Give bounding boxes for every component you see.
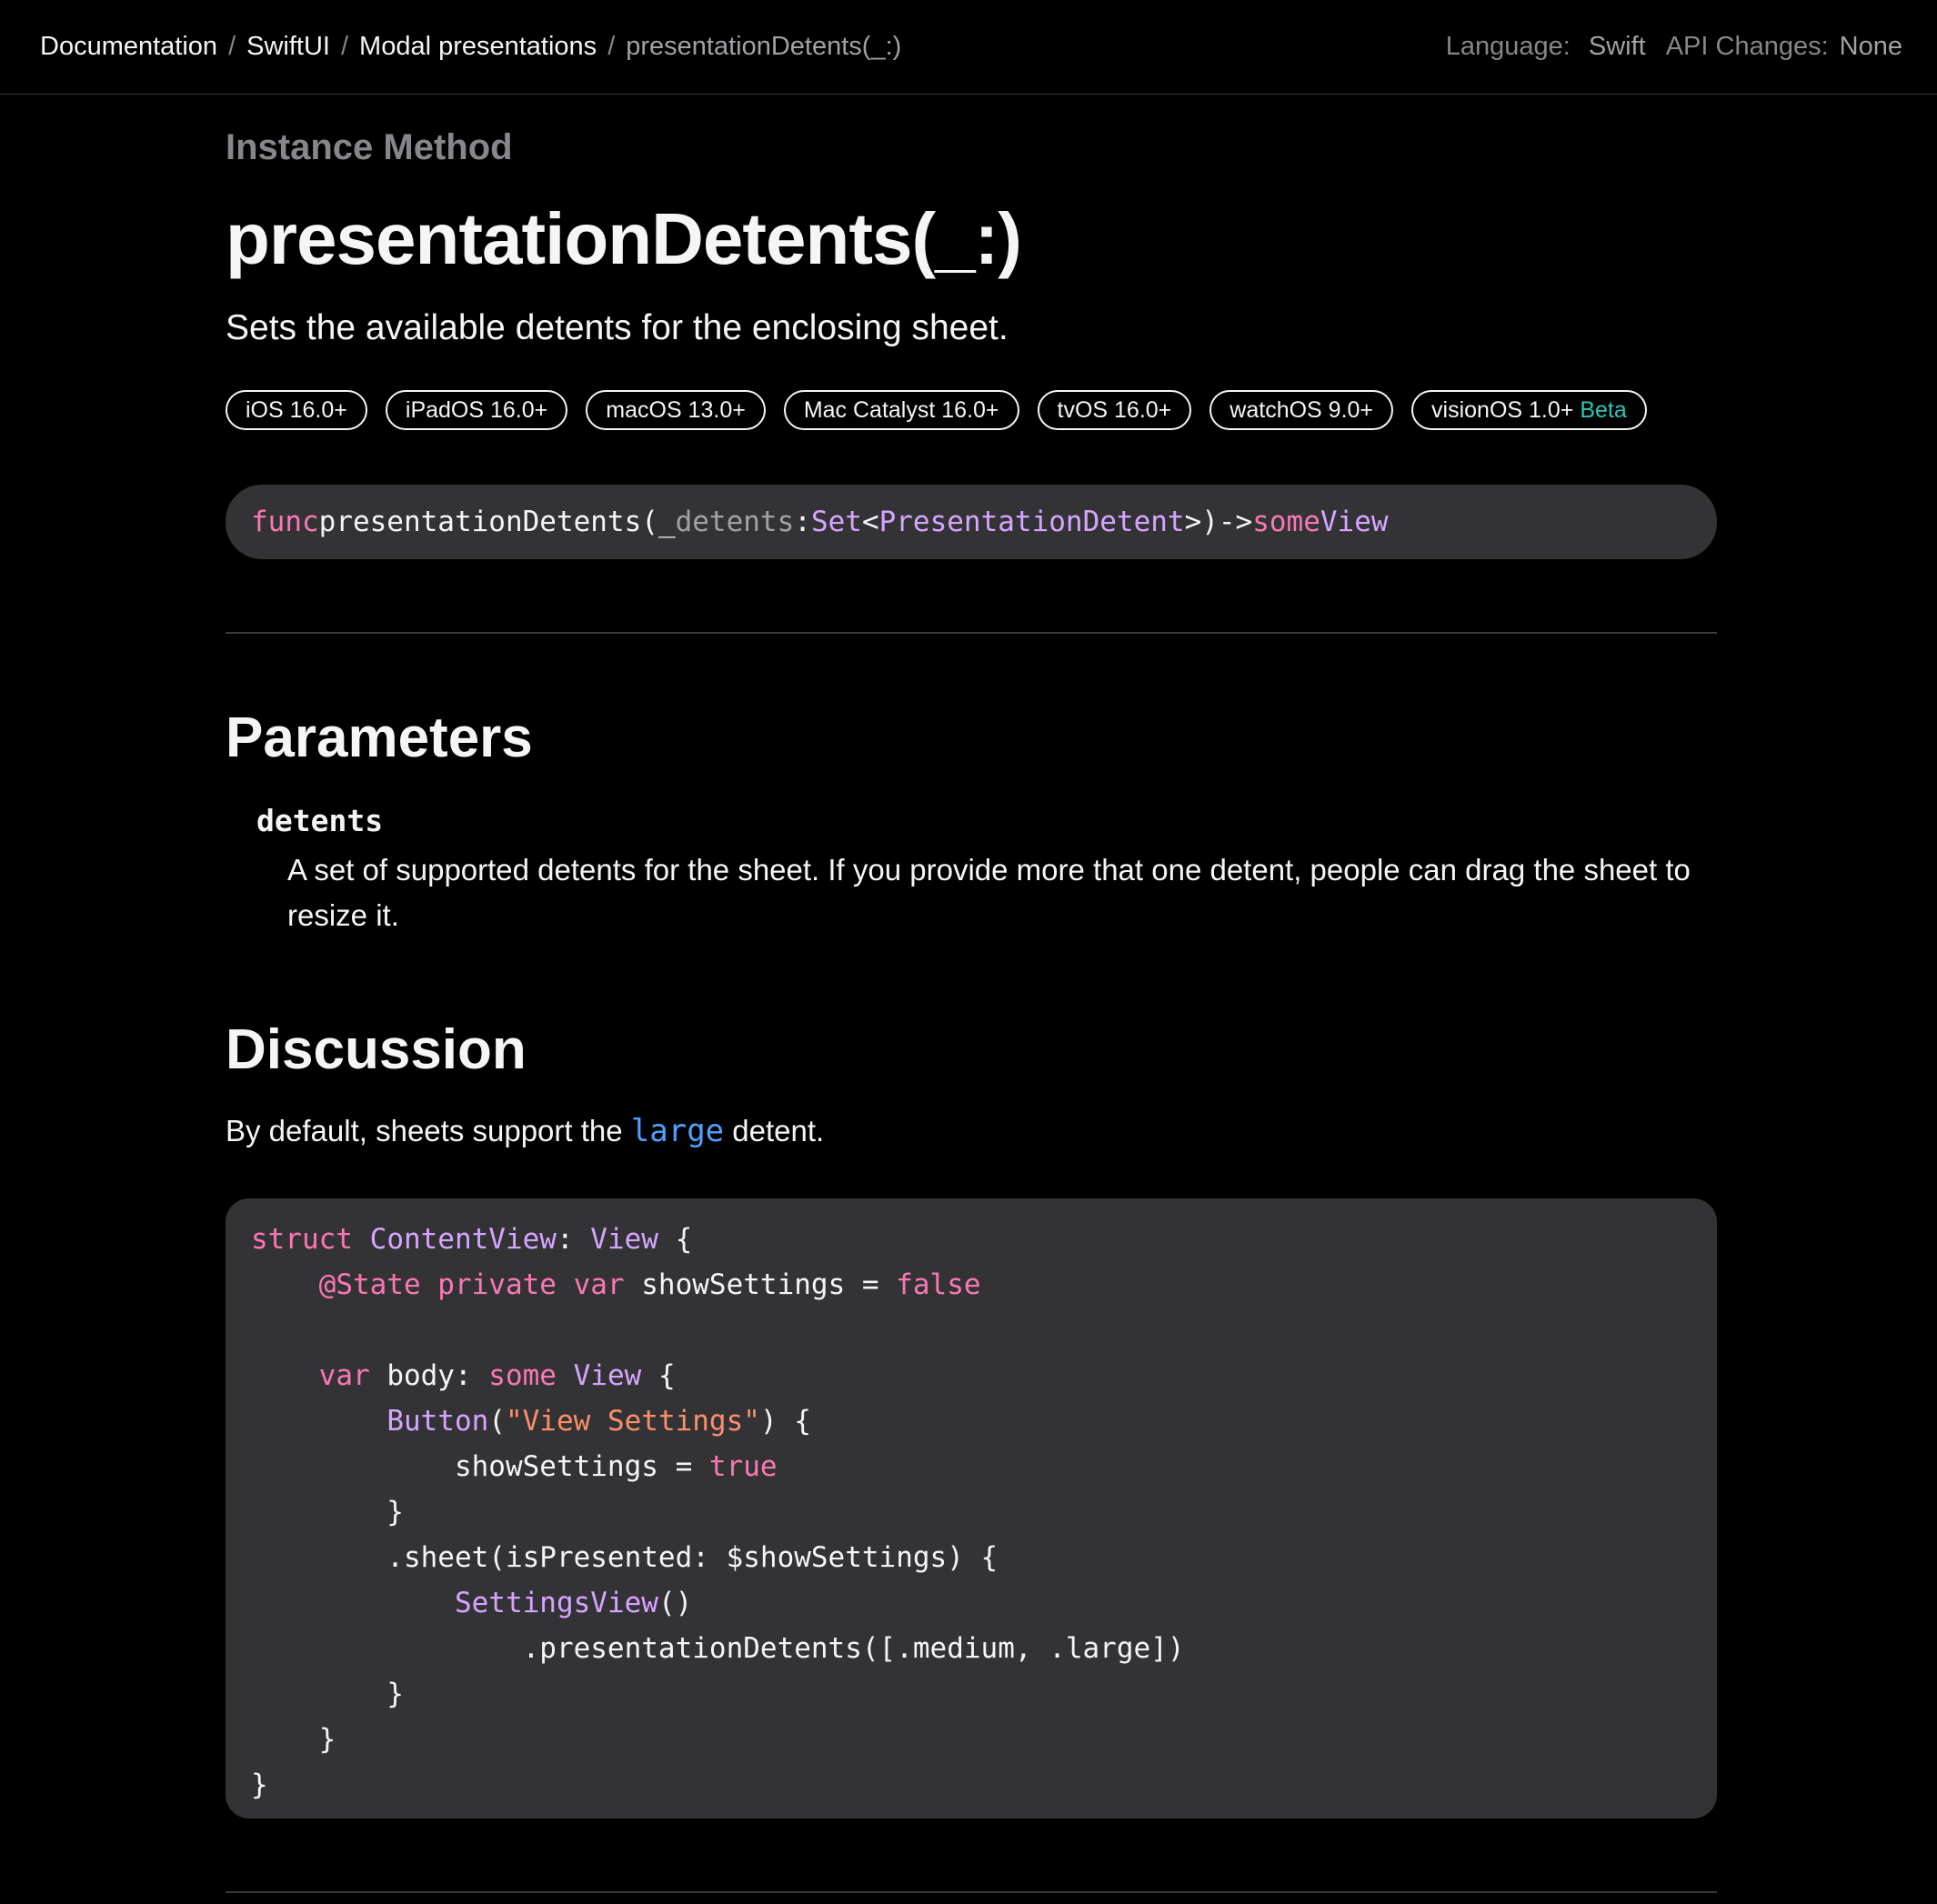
code-token bbox=[251, 1405, 386, 1438]
code-token: } bbox=[251, 1496, 404, 1528]
decl-lt: < bbox=[861, 506, 879, 538]
code-token: false bbox=[896, 1268, 981, 1301]
language-selector[interactable] bbox=[1446, 32, 1646, 62]
badge-tvos bbox=[1038, 390, 1192, 430]
code-token: "View Settings" bbox=[505, 1405, 760, 1438]
code-token: body: bbox=[386, 1359, 489, 1392]
decl-some: some bbox=[1252, 506, 1320, 538]
badge-label: Mac Catalyst 16.0+ bbox=[803, 397, 999, 423]
beta-tag: Beta bbox=[1580, 397, 1627, 423]
badge-label: tvOS 16.0+ bbox=[1057, 397, 1172, 423]
decl-name: presentationDetents( bbox=[318, 506, 658, 538]
code-line bbox=[251, 1308, 1691, 1353]
breadcrumb-separator: / bbox=[340, 32, 349, 61]
decl-colon: : bbox=[794, 506, 811, 538]
code-token: } bbox=[251, 1769, 268, 1801]
breadcrumb-current: presentationDetents(_:) bbox=[626, 32, 902, 61]
code-token: ( bbox=[488, 1405, 506, 1438]
code-line bbox=[251, 1671, 1691, 1717]
page-title: presentationDetents(_:) bbox=[226, 198, 1021, 279]
declaration bbox=[226, 485, 1717, 559]
code-token: View bbox=[590, 1223, 658, 1256]
decl-keyword: func bbox=[251, 506, 319, 538]
divider bbox=[226, 1891, 1717, 1893]
code-token: ) { bbox=[759, 1405, 811, 1438]
badge-macos bbox=[586, 390, 766, 430]
badge-ipados bbox=[386, 390, 567, 430]
large-detent-link[interactable]: large bbox=[630, 1113, 725, 1149]
parameters-heading: Parameters bbox=[226, 706, 533, 769]
discussion-text-after: detent. bbox=[724, 1114, 825, 1147]
code-line bbox=[251, 1489, 1691, 1535]
code-token: Button bbox=[386, 1405, 489, 1438]
breadcrumb-separator: / bbox=[228, 32, 236, 61]
code-token: : bbox=[556, 1223, 591, 1256]
symbol-kind: Instance Method bbox=[226, 127, 513, 167]
api-changes-label: API Changes: bbox=[1665, 32, 1829, 61]
code-token: { bbox=[657, 1223, 693, 1256]
code-line bbox=[251, 1762, 1691, 1808]
code-token: ContentView bbox=[369, 1223, 557, 1256]
availability-badges bbox=[226, 390, 1717, 430]
code-line bbox=[251, 1217, 1691, 1262]
code-token: showSettings = bbox=[641, 1268, 897, 1301]
code-token: @State private var bbox=[318, 1268, 642, 1301]
api-changes-selector[interactable] bbox=[1666, 32, 1902, 62]
code-line bbox=[251, 1580, 1691, 1626]
discussion-text-before: By default, sheets support the bbox=[226, 1114, 631, 1147]
discussion-text bbox=[226, 1113, 1717, 1149]
breadcrumb-swiftui[interactable]: SwiftUI bbox=[246, 32, 330, 61]
code-token: struct bbox=[251, 1223, 370, 1256]
badge-label: watchOS 9.0+ bbox=[1229, 397, 1374, 423]
api-changes-value[interactable]: None bbox=[1839, 32, 1902, 61]
breadcrumb-separator: / bbox=[607, 32, 616, 61]
main-content bbox=[226, 95, 1717, 1893]
code-token: } bbox=[251, 1678, 404, 1710]
decl-underscore: _ bbox=[657, 506, 676, 538]
decl-type-set[interactable]: Set bbox=[810, 506, 862, 538]
code-token: } bbox=[251, 1723, 336, 1756]
code-line bbox=[251, 1353, 1691, 1398]
code-line bbox=[251, 1535, 1691, 1580]
language-label: Language: bbox=[1445, 32, 1571, 61]
code-token bbox=[251, 1359, 319, 1392]
badge-ios bbox=[226, 390, 367, 430]
code-token: .presentationDetents([.medium, .large]) bbox=[251, 1632, 1185, 1665]
breadcrumb-modal-presentations[interactable]: Modal presentations bbox=[359, 32, 597, 61]
code-token: .sheet(isPresented: $showSettings) { bbox=[251, 1541, 999, 1574]
decl-type-detent[interactable]: PresentationDetent bbox=[878, 506, 1185, 538]
code-token: View bbox=[573, 1359, 642, 1392]
badge-watchos bbox=[1209, 390, 1393, 430]
badge-label: iOS 16.0+ bbox=[246, 397, 347, 423]
parameter-name: detents bbox=[256, 803, 384, 838]
code-line bbox=[251, 1444, 1691, 1489]
breadcrumb-documentation[interactable]: Documentation bbox=[40, 32, 218, 61]
code-line bbox=[251, 1262, 1691, 1308]
code-line bbox=[251, 1717, 1691, 1762]
decl-param: detents bbox=[675, 506, 795, 538]
breadcrumb bbox=[40, 32, 901, 62]
discussion-heading: Discussion bbox=[226, 1018, 527, 1081]
code-token bbox=[251, 1587, 455, 1619]
code-listing bbox=[226, 1198, 1717, 1819]
decl-type-view[interactable]: View bbox=[1320, 506, 1389, 538]
nav-options bbox=[1446, 32, 1902, 62]
code-token bbox=[251, 1268, 319, 1301]
badge-label: iPadOS 16.0+ bbox=[405, 397, 548, 423]
code-line bbox=[251, 1626, 1691, 1671]
decl-arrow: -> bbox=[1218, 506, 1253, 538]
code-token: true bbox=[708, 1450, 778, 1483]
badge-label: macOS 13.0+ bbox=[606, 397, 746, 423]
divider bbox=[226, 632, 1717, 634]
abstract: Sets the available detents for the enclosing sheet. bbox=[226, 308, 1009, 347]
code-token: { bbox=[641, 1359, 676, 1392]
code-token: some bbox=[488, 1359, 574, 1392]
code-token: var bbox=[318, 1359, 387, 1392]
parameter-description: A set of supported detents for the sheet. If you provide more that one detent, people can drag the sheet to resize it. bbox=[287, 853, 1691, 932]
badge-visionos bbox=[1411, 390, 1647, 430]
code-line bbox=[251, 1398, 1691, 1444]
code-token: () bbox=[657, 1587, 693, 1619]
code-token: SettingsView bbox=[454, 1587, 658, 1619]
language-value[interactable]: Swift bbox=[1588, 32, 1646, 61]
code-token: showSettings = bbox=[251, 1450, 709, 1483]
decl-close: >) bbox=[1184, 506, 1219, 538]
top-navigation-bar bbox=[0, 0, 1937, 95]
badge-label: visionOS 1.0+ bbox=[1431, 397, 1574, 423]
badge-mac-catalyst bbox=[784, 390, 1019, 430]
